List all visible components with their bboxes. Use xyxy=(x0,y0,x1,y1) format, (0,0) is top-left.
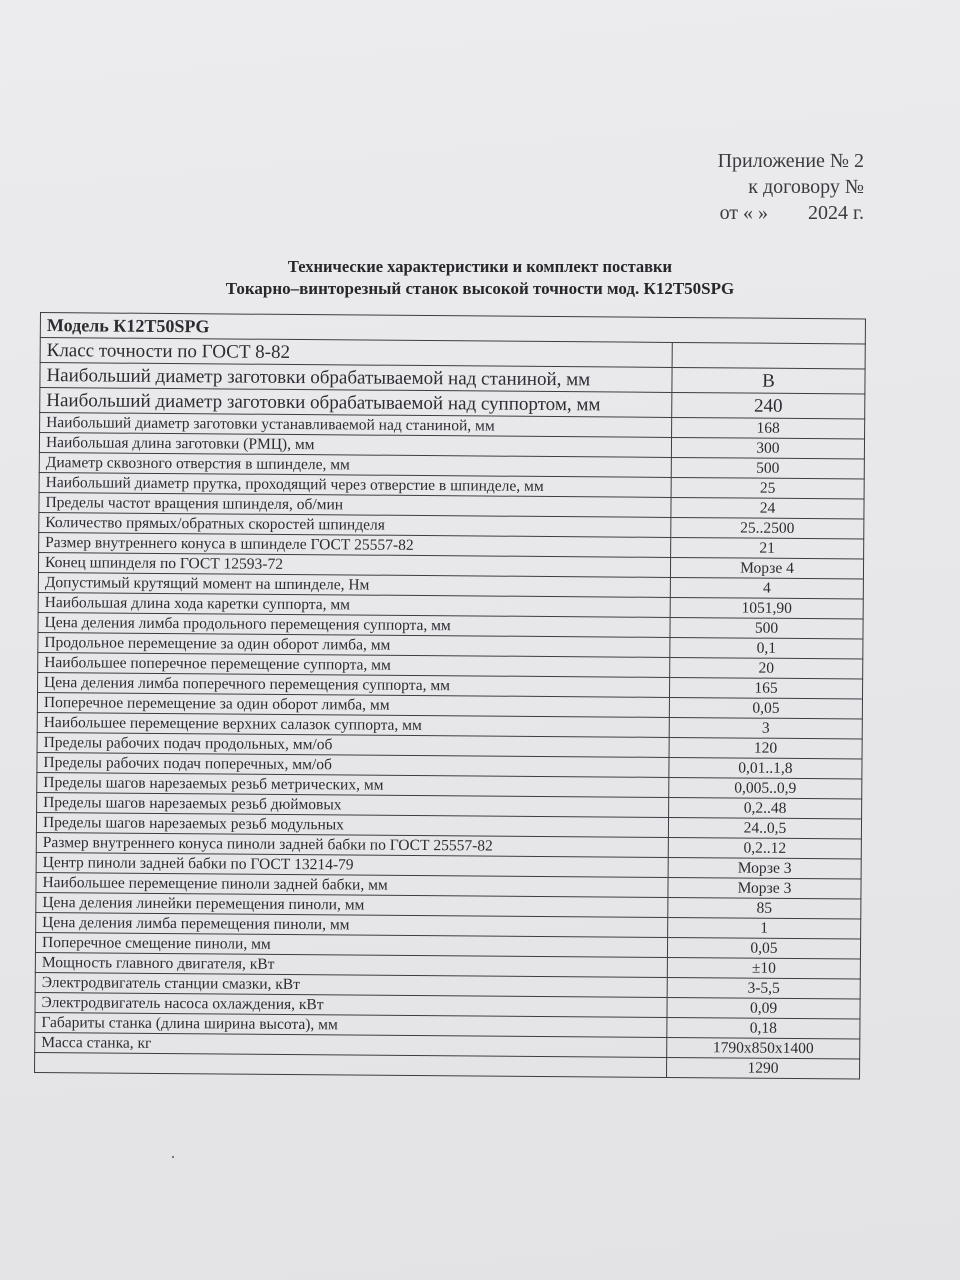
param-cell: Пределы шагов нарезаемых резьб метрических, мм xyxy=(37,772,669,797)
value-cell: Морзе 3 xyxy=(668,877,861,899)
value-cell: 0,05 xyxy=(667,937,860,959)
value-cell: ±10 xyxy=(667,957,860,979)
param-cell: Наибольшее перемещение пиноли задней бабки, мм xyxy=(36,872,668,897)
title-line-2: Токарно–винторезный станок высокой точности мод. К12Т50SPG xyxy=(225,279,735,298)
param-cell: Пределы рабочих подач поперечных, мм/об xyxy=(37,752,669,777)
param-cell: Наибольшая длина хода каретки суппорта, мм xyxy=(38,592,670,617)
value-cell: 1790x850x1400 xyxy=(667,1037,860,1059)
value-cell: 4 xyxy=(670,577,863,599)
value-cell: 0,05 xyxy=(669,697,862,719)
param-cell: Класс точности по ГОСТ 8-82 xyxy=(40,338,672,368)
param-cell: Наибольший диаметр заготовки обрабатываемой над суппортом, мм xyxy=(40,388,672,418)
param-cell xyxy=(35,1052,667,1077)
value-cell: 0,01..1,8 xyxy=(669,757,862,779)
value-cell: 20 xyxy=(670,657,863,679)
param-cell: Цена деления лимба продольного перемещения суппорта, мм xyxy=(38,612,670,637)
value-cell: 0,18 xyxy=(667,1017,860,1039)
param-cell: Поперечное перемещение за один оборот лимба, мм xyxy=(37,692,669,717)
param-cell: Пределы шагов нарезаемых резьб дюймовых xyxy=(37,792,669,817)
document-title xyxy=(60,256,900,300)
value-cell: 0,2..12 xyxy=(668,837,861,859)
param-cell: Наибольший диаметр заготовки устанавливаемой над станиной, мм xyxy=(40,413,672,438)
value-cell xyxy=(672,342,865,369)
value-cell: 1051,90 xyxy=(670,597,863,619)
param-cell: Диаметр сквозного отверстия в шпинделе, мм xyxy=(39,452,671,477)
param-cell: Наибольшее поперечное перемещение суппорта, мм xyxy=(38,652,670,677)
value-cell: 500 xyxy=(670,617,863,639)
appendix-line-3 xyxy=(718,200,864,226)
value-cell: B xyxy=(672,367,865,394)
param-cell: Допустимый крутящий момент на шпинделе, Нм xyxy=(38,572,670,597)
value-cell: Морзе 3 xyxy=(668,857,861,879)
param-cell: Пределы шагов нарезаемых резьб модульных xyxy=(36,812,668,837)
value-cell: 165 xyxy=(669,677,862,699)
value-cell: 85 xyxy=(668,897,861,919)
param-cell: Продольное перемещение за один оборот лимба, мм xyxy=(38,632,670,657)
appendix-line-2: к договору № xyxy=(748,176,864,198)
param-cell: Центр пиноли задней бабки по ГОСТ 13214-79 xyxy=(36,852,668,877)
param-cell: Пределы рабочих подач продольных, мм/об xyxy=(37,732,669,757)
value-cell: 1290 xyxy=(667,1057,860,1079)
specs-table xyxy=(34,312,866,1079)
value-cell: 3-5,5 xyxy=(667,977,860,999)
param-cell: Мощность главного двигателя, кВт xyxy=(35,952,667,977)
value-cell: 3 xyxy=(669,717,862,739)
param-cell: Наибольшее перемещение верхних салазок суппорта, мм xyxy=(37,712,669,737)
value-cell: 240 xyxy=(672,392,865,419)
value-cell: 0,1 xyxy=(670,637,863,659)
param-cell: Цена деления лимба поперечного перемещения суппорта, мм xyxy=(38,672,670,697)
param-cell: Размер внутреннего конуса в шпинделе ГОСТ 25557-82 xyxy=(39,532,671,557)
appendix-year: 2024 г. xyxy=(808,202,864,224)
param-cell: Цена деления лимба перемещения пиноли, мм xyxy=(36,912,668,937)
value-cell: 1 xyxy=(668,917,861,939)
value-cell: Морзе 4 xyxy=(670,557,863,579)
param-cell: Масса станка, кг xyxy=(35,1032,667,1057)
param-cell: Размер внутреннего конуса пиноли задней бабки по ГОСТ 25557-82 xyxy=(36,832,668,857)
paper-speck xyxy=(172,1156,174,1158)
param-cell: Пределы частот вращения шпинделя, об/мин xyxy=(39,492,671,517)
value-cell: 0,09 xyxy=(667,997,860,1019)
param-cell: Цена деления линейки перемещения пиноли, мм xyxy=(36,892,668,917)
appendix-date-prefix: от « » xyxy=(719,202,769,224)
value-cell: 24..0,5 xyxy=(668,817,861,839)
model-label: Модель К12Т50SPG xyxy=(40,313,865,344)
param-cell: Количество прямых/обратных скоростей шпинделя xyxy=(39,512,671,537)
param-cell: Поперечное смещение пиноли, мм xyxy=(35,932,667,957)
value-cell: 21 xyxy=(671,537,864,559)
param-cell: Габариты станка (длина ширина высота), мм xyxy=(35,1012,667,1037)
param-cell: Наибольший диаметр заготовки обрабатываемой над станиной, мм xyxy=(40,363,672,393)
value-cell: 25 xyxy=(671,477,864,499)
value-cell: 300 xyxy=(671,437,864,459)
value-cell: 0,2..48 xyxy=(669,797,862,819)
param-cell: Электродвигатель насоса охлаждения, кВт xyxy=(35,992,667,1017)
value-cell: 0,005..0,9 xyxy=(669,777,862,799)
title-line-1: Технические характеристики и комплект поставки xyxy=(287,257,673,276)
value-cell: 25..2500 xyxy=(671,517,864,539)
appendix-line-1: Приложение № 2 xyxy=(717,150,864,172)
value-cell: 24 xyxy=(671,497,864,519)
value-cell: 168 xyxy=(672,417,865,439)
param-cell: Конец шпинделя по ГОСТ 12593-72 xyxy=(38,552,670,577)
param-cell: Наибольшая длина заготовки (РМЦ), мм xyxy=(39,433,671,458)
param-cell: Электродвигатель станции смазки, кВт xyxy=(35,972,667,997)
appendix-header xyxy=(718,148,864,226)
value-cell: 500 xyxy=(671,457,864,479)
value-cell: 120 xyxy=(669,737,862,759)
param-cell: Наибольший диаметр прутка, проходящий через отверстие в шпинделе, мм xyxy=(39,472,671,497)
